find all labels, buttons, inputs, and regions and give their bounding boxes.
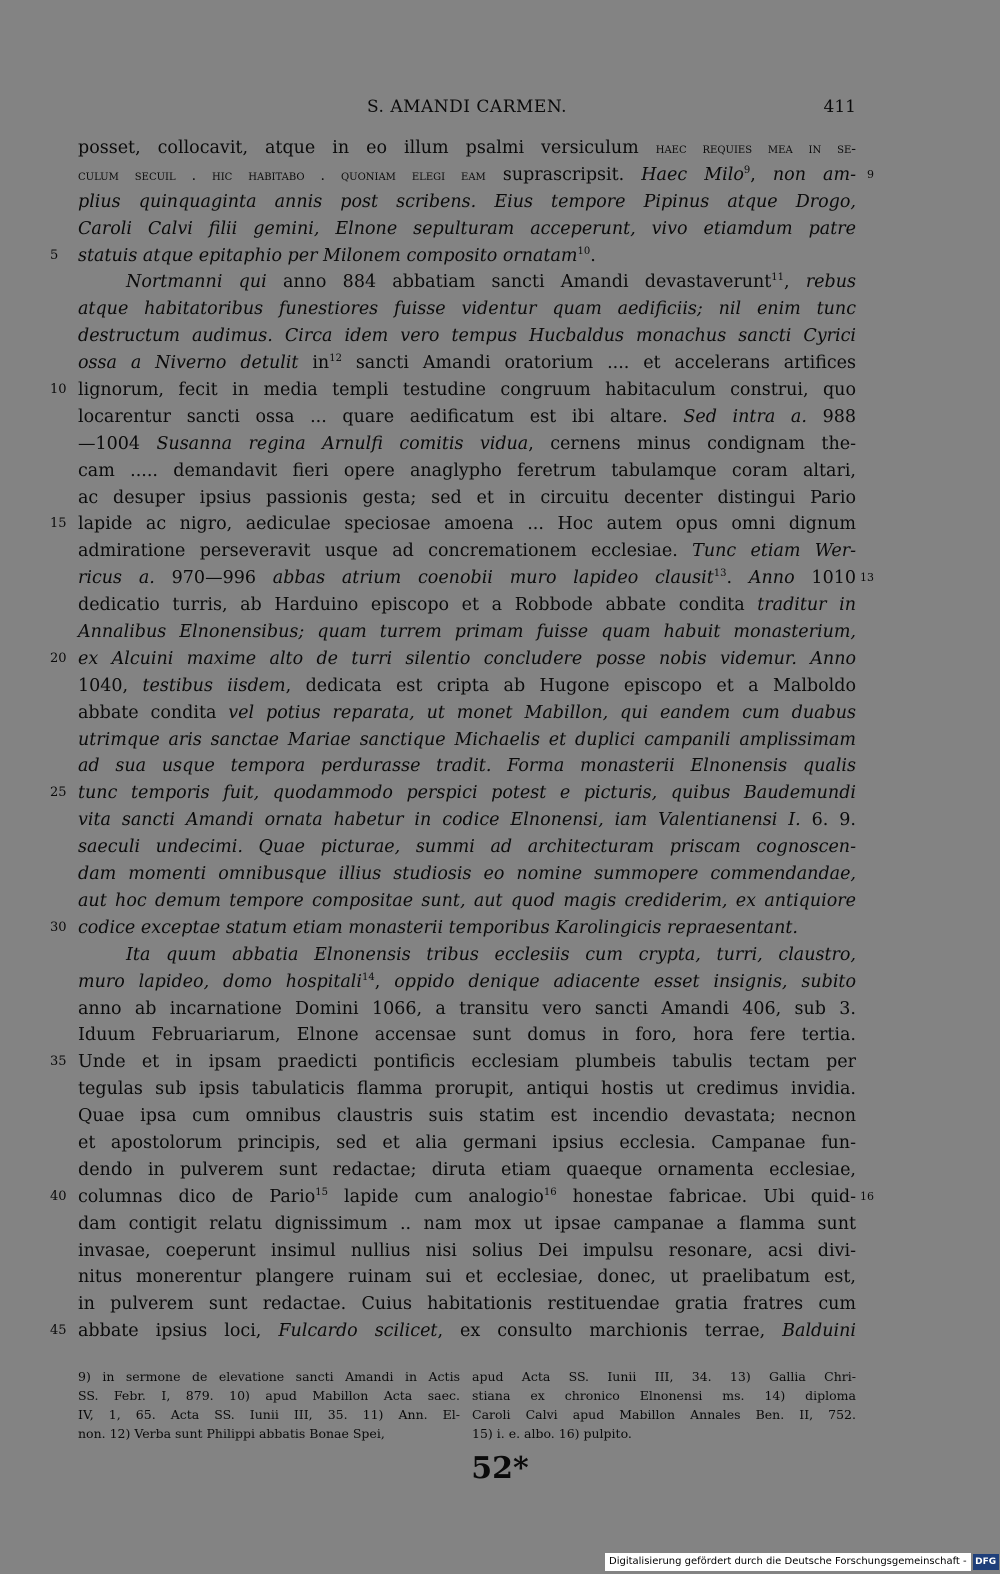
text-line: aut hoc demum tempore compositae sunt, aut quod magis crediderim, ex antiquiore: [78, 890, 856, 911]
text-line: ricus a. 970—996 abbas atrium coenobii muro lapideo clausit$^{13}$. Anno 1010 13: [78, 565, 856, 592]
text-line: Unde et in ipsam praedicti pontificis ecclesiam plumbeis tabulis tectam per 35: [78, 1049, 856, 1076]
text-line: plius quinquaginta annis post scribens. Eius tempore Pipinus atque Drogo,: [78, 191, 856, 212]
footnote-text-left: IV, 1, 65. Acta SS. Iunii III, 35. 11) Ann. El-: [78, 1407, 460, 1422]
text-line: nitus monerentur plangere ruinam sui et ecclesiae, donec, ut praelibatum est,: [78, 1267, 856, 1288]
text-line: dedicatio turris, ab Harduino episcopo et a Robbode abbate condita traditur in: [78, 595, 856, 616]
footnote-row: [78, 1367, 856, 1386]
text-line: anno ab incarnatione Domini 1066, a transitu vero sancti Amandi 406, sub 3.: [78, 998, 856, 1019]
text-line: invasae, coeperunt insimul nullius nisi solius Dei impulsu resonare, acsi divi-: [78, 1240, 856, 1261]
text-line: Iduum Februariarum, Elnone accensae sunt domus in foro, hora fere tertia.: [78, 1025, 856, 1046]
text-line: cam ..... demandavit fieri opere anaglypho feretrum tabulamque coram altari,: [78, 460, 856, 481]
page-number: 411: [823, 97, 856, 117]
footnotes: [78, 1367, 856, 1443]
text-line: statuis atque epitaphio per Milonem composito ornatam$^{10}$. 5: [78, 243, 856, 270]
text-line: ad sua usque tempora perdurasse tradit. Forma monasterii Elnonensis qualis: [78, 756, 856, 777]
footnote-text-right: Caroli Calvi apud Mabillon Annales Ben. II, 752.: [472, 1407, 856, 1422]
line-number: 30: [50, 919, 67, 935]
text-line: et apostolorum principis, sed et alia germani ipsius ecclesia. Campanae fun-: [78, 1132, 856, 1153]
text-line: tegulas sub ipsis tabulaticis flamma prorupit, antiqui hostis ut credimus invidia.: [78, 1079, 856, 1100]
footnote-text-right: apud Acta SS. Iunii III, 34. 13) Gallia Chri-: [472, 1369, 856, 1384]
line-number: 15: [50, 516, 67, 532]
text-line: utrimque aris sanctae Mariae sanctique Michaelis et duplici campanili amplissimam: [78, 729, 856, 750]
text-line: saeculi undecimi. Quae picturae, summi ad architecturam priscam cognoscen-: [78, 837, 856, 858]
footnote-text-left: 9) in sermone de elevatione sancti Amandi in Actis: [78, 1369, 460, 1384]
text-line: ac desuper ipsius passionis gesta; sed et in circuitu decenter distingui Pario: [78, 487, 856, 508]
running-header: [78, 97, 856, 121]
margin-note-number: 13: [860, 571, 874, 585]
dfg-logo: DFG: [973, 1554, 999, 1570]
text-line: —1004 Susanna regina Arnulfi comitis vidua, cernens minus condignam the-: [78, 433, 856, 454]
text-line: locarentur sancti ossa ... quare aedificatum est ibi altare. Sed intra a. 988: [78, 406, 856, 427]
footnote-row: [78, 1424, 856, 1443]
text-line: in pulverem sunt redactae. Cuius habitationis restituendae gratia fratres cum: [78, 1294, 856, 1315]
text-line: Ita quum abbatia Elnonensis tribus ecclesiis cum crypta, turri, claustro,: [126, 944, 856, 965]
text-line: dam contigit relatu dignissimum .. nam mox ut ipsae campanae a flamma sunt: [78, 1213, 856, 1234]
margin-note-number: 9: [867, 167, 874, 181]
text-line: columnas dico de Pario$^{15}$ lapide cum analogio$^{16}$ honestae fabricae. Ubi quid- 40 16: [78, 1184, 856, 1211]
footnote-text-right: 15) i. e. albo. 16) pulpito.: [472, 1426, 632, 1441]
text-line: Nortmanni qui anno 884 abbatiam sancti Amandi devastaverunt$^{11}$, rebus: [126, 272, 856, 293]
footnote-text-right: stiana ex chronico Elnonensi ms. 14) diploma: [472, 1388, 856, 1403]
text-line: lignorum, fecit in media templi testudine congruum habitaculum construi, quo 10: [78, 377, 856, 404]
footer-bar: [605, 1553, 999, 1571]
text-line: ossa a Niverno detulit $in^{12}$ sancti Amandi oratorium .... et accelerans artifices: [78, 353, 856, 374]
text-line: Annalibus Elnonensibus; quam turrem primam fuisse quam habuit monasterium,: [78, 622, 856, 643]
text-line: abbate condita vel potius reparata, ut monet Mabillon, qui eandem cum duabus: [78, 702, 856, 723]
text-line: culum secuil . hic habitabo . quoniam elegi eam suprascripsit. Haec Milo$^9$, non am- 9: [78, 162, 856, 189]
text-line: ex Alcuini maxime alto de turri silentio concludere posse nobis videmur. Anno 20: [78, 646, 856, 673]
text-line: muro lapideo, domo hospitali$^{14}$, oppido denique adiacente esset insignis, subito: [78, 971, 856, 992]
text-line: vita sancti Amandi ornata habetur in codice Elnonensi, iam Valentianensi I. 6. 9.: [78, 810, 856, 831]
text-line: dendo in pulverem sunt redactae; diruta etiam quaeque ornamenta ecclesiae,: [78, 1159, 856, 1180]
footnote-row: [78, 1405, 856, 1424]
text-line: tunc temporis fuit, quodammodo perspici potest e picturis, quibus Baudemundi 25: [78, 780, 856, 807]
line-number: 5: [50, 247, 59, 263]
text-line: dam momenti omnibusque illius studiosis eo nomine summopere commendandae,: [78, 864, 856, 885]
line-number: 10: [50, 382, 67, 398]
text-line: Caroli Calvi filii gemini, Elnone sepulturam acceperunt, vivo etiamdum patre: [78, 218, 856, 239]
line-number: 35: [50, 1054, 67, 1070]
text-line: atque habitatoribus funestiores fuisse videntur quam aedificiis; nil enim tunc: [78, 299, 856, 320]
text-line: admiratione perseveravit usque ad concremationem ecclesiae. Tunc etiam Wer-: [78, 541, 857, 562]
main-text: [50, 135, 874, 1345]
text-line: Quae ipsa cum omnibus claustris suis statim est incendio devastata; necnon: [78, 1106, 856, 1127]
running-title: S. AMANDI CARMEN.: [366, 97, 568, 117]
margin-note-number: 16: [860, 1189, 874, 1203]
footer-credit: Digitalisierung gefördert durch die Deutsche Forschungsgemeinschaft -: [605, 1553, 971, 1571]
text-line: posset, collocavit, atque in eo illum psalmi versiculum haec requies mea in se-: [78, 138, 857, 158]
line-number: 20: [50, 650, 67, 666]
text-line: 1040, testibus iisdem, dedicata est cripta ab Hugone episcopo et a Malboldo: [78, 675, 857, 696]
footnote-text-left: SS. Febr. I, 879. 10) apud Mabillon Acta saec.: [78, 1388, 460, 1403]
line-number: 25: [50, 785, 67, 801]
text-line: abbate ipsius loci, Fulcardo scilicet, ex consulto marchionis terrae, Balduini 45: [78, 1318, 856, 1345]
footnote-row: [78, 1386, 856, 1405]
line-number: 40: [50, 1188, 67, 1204]
line-number: 45: [50, 1323, 67, 1339]
text-line: codice exceptae statum etiam monasterii temporibus Karolingicis repraesentant. 30: [78, 915, 856, 942]
signature-mark: 52*: [471, 1451, 529, 1486]
footnote-text-left: non. 12) Verba sunt Philippi abbatis Bonae Spei,: [78, 1426, 385, 1441]
text-line: lapide ac nigro, aediculae speciosae amoena ... Hoc autem opus omni dignum 15: [78, 511, 856, 538]
text-line: destructum audimus. Circa idem vero tempus Hucbaldus monachus sancti Cyrici: [78, 326, 856, 347]
